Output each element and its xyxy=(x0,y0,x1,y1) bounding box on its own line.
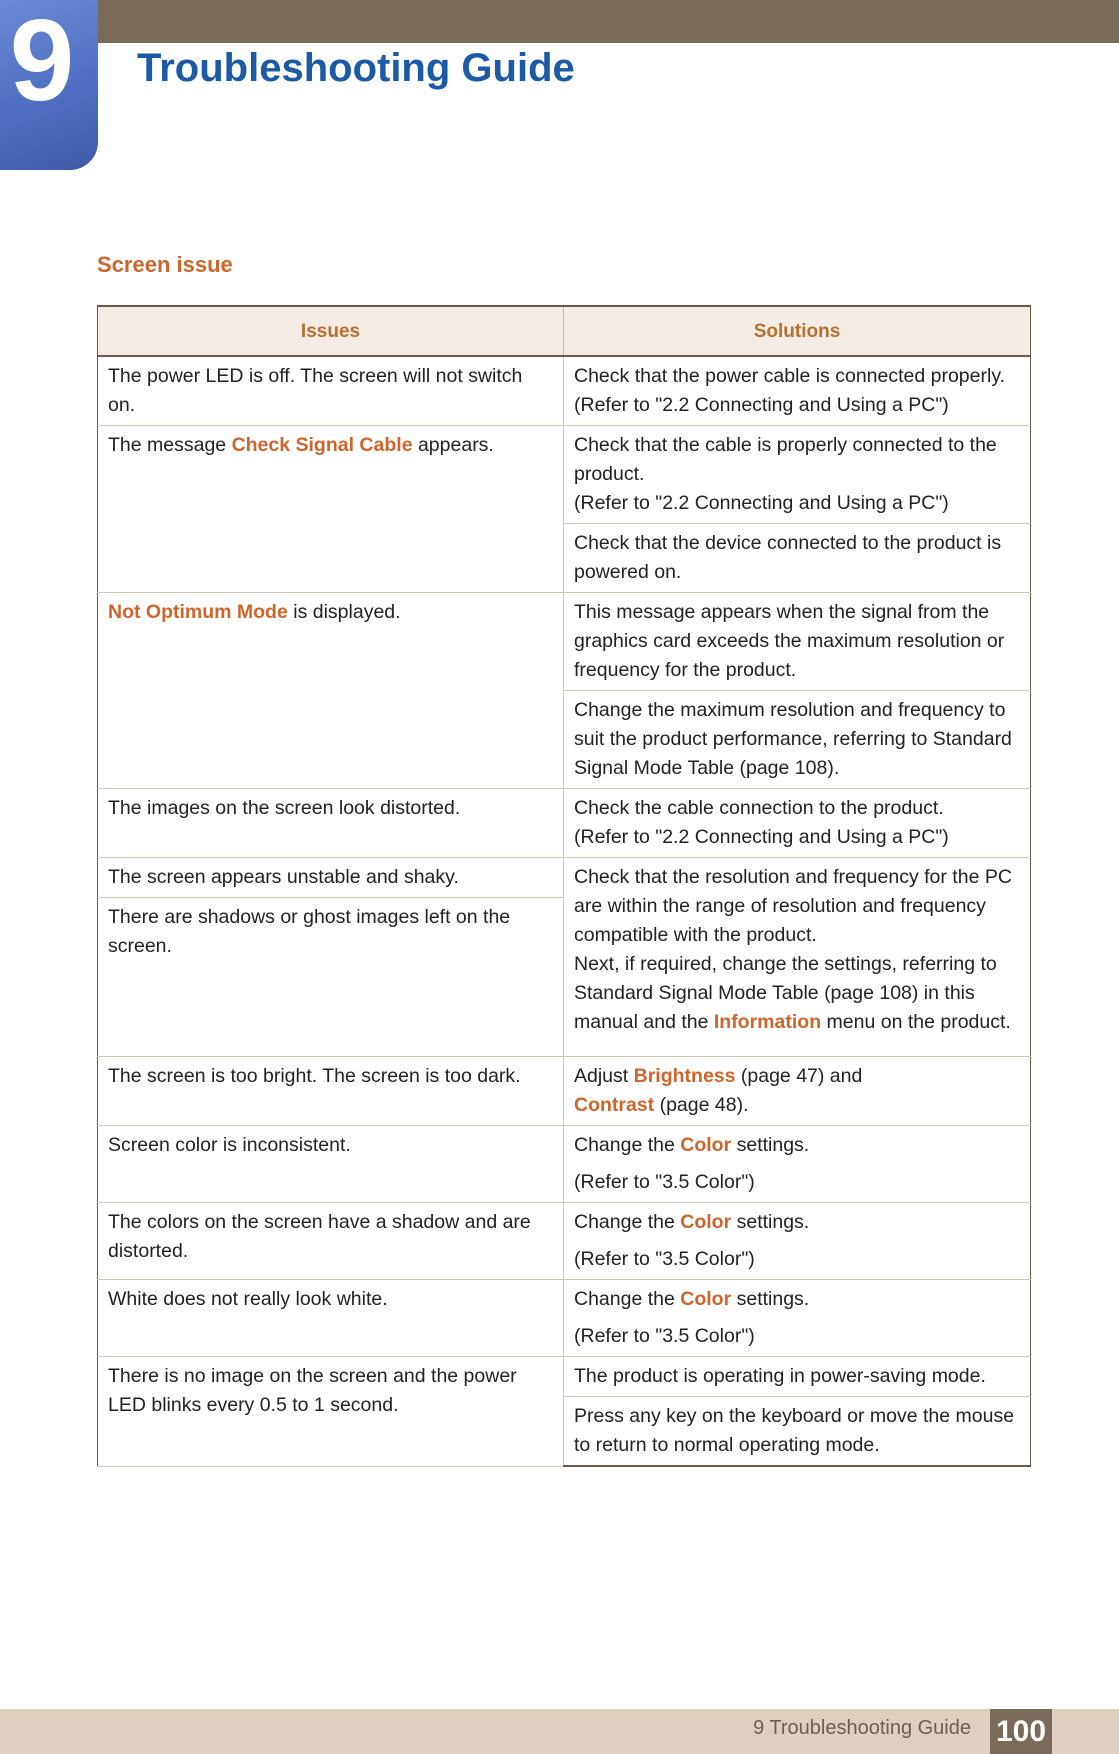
solution-cell xyxy=(564,789,1031,858)
highlight-term: Brightness xyxy=(633,1065,736,1087)
solution-line xyxy=(574,1208,1020,1237)
issue-text: appears. xyxy=(412,434,494,456)
issue-text: The images on the screen look distorted. xyxy=(108,797,461,819)
issue-cell xyxy=(98,356,564,426)
column-header-solutions: Solutions xyxy=(564,306,1031,356)
chapter-number: 9 xyxy=(9,0,75,125)
solution-text-2 xyxy=(574,950,1020,1037)
issue-cell xyxy=(98,1057,564,1126)
solution-text: This message appears when the signal from the graphics card exceeds the maximum resolution or frequency for the product. xyxy=(574,601,1005,681)
issue-cell xyxy=(98,898,564,1057)
issue-cell xyxy=(98,1280,564,1357)
solution-text: Check that the power cable is connected properly. xyxy=(574,365,1006,387)
solution-text: Change the xyxy=(574,1134,681,1156)
solution-text: (page 48). xyxy=(654,1094,749,1116)
issue-text: The message xyxy=(108,434,232,456)
chapter-tab xyxy=(0,0,98,170)
issue-text: There is no image on the screen and the power LED blinks every 0.5 to 1 second. xyxy=(108,1365,517,1416)
solution-text: settings. xyxy=(731,1288,810,1310)
solution-reference: (Refer to "3.5 Color") xyxy=(574,1325,755,1347)
issue-cell xyxy=(98,1203,564,1280)
table-header-row xyxy=(98,306,1031,356)
solution-reference: (Refer to "2.2 Connecting and Using a PC") xyxy=(574,394,949,416)
table-row xyxy=(98,1280,1031,1357)
solution-line xyxy=(574,1131,1020,1160)
solution-line xyxy=(574,1285,1020,1314)
solution-text: Change the xyxy=(574,1211,681,1233)
issue-text: Screen color is inconsistent. xyxy=(108,1134,351,1156)
solution-text: Next, if required, change the settings, referring to Standard Signal Mode Table (page 108) in this manual and the xyxy=(574,953,997,1033)
solution-text: Check that the resolution and frequency for the PC are within the range of resolution and frequency compatible with the product. xyxy=(574,866,1012,946)
solution-cell xyxy=(564,1397,1031,1467)
highlight-term: Color xyxy=(680,1134,732,1156)
chapter-title: Troubleshooting Guide xyxy=(137,46,575,90)
table-row xyxy=(98,356,1031,426)
issue-text: The screen is too bright. The screen is too dark. xyxy=(108,1065,521,1087)
solution-cell xyxy=(564,1126,1031,1203)
solution-cell xyxy=(564,858,1031,1057)
section-title: Screen issue xyxy=(97,252,233,277)
solution-reference: (Refer to "2.2 Connecting and Using a PC") xyxy=(574,492,949,514)
solution-text: settings. xyxy=(731,1211,810,1233)
table-row xyxy=(98,426,1031,524)
solution-text: Change the maximum resolution and frequency to suit the product performance, referring to Standard Signal Mode Table (page 108). xyxy=(574,699,1012,779)
solution-reference: (Refer to "3.5 Color") xyxy=(574,1248,755,1270)
solution-cell xyxy=(564,593,1031,691)
issue-cell xyxy=(98,426,564,593)
footer-chapter-label: 9 Troubleshooting Guide xyxy=(753,1717,971,1739)
solution-line xyxy=(574,1062,1020,1091)
highlight-term: Information xyxy=(713,1011,822,1033)
issue-cell xyxy=(98,593,564,789)
issue-cell xyxy=(98,1126,564,1203)
solution-cell xyxy=(564,356,1031,426)
issue-cell xyxy=(98,858,564,898)
highlight-term: Color xyxy=(680,1288,732,1310)
table-row xyxy=(98,858,1031,898)
solution-cell xyxy=(564,691,1031,789)
issue-text: is displayed. xyxy=(287,601,401,623)
table-row xyxy=(98,1126,1031,1203)
table-row xyxy=(98,593,1031,691)
issue-text: The colors on the screen have a shadow and are distorted. xyxy=(108,1211,531,1262)
issue-text: There are shadows or ghost images left on the screen. xyxy=(108,906,511,957)
page-number: 100 xyxy=(990,1709,1052,1754)
solution-cell xyxy=(564,524,1031,593)
solution-line xyxy=(574,1091,1020,1120)
solution-text: (page 47) and xyxy=(735,1065,863,1087)
issue-text: The screen appears unstable and shaky. xyxy=(108,866,459,888)
highlight-term: Check Signal Cable xyxy=(231,434,413,456)
solution-cell xyxy=(564,426,1031,524)
solution-cell xyxy=(564,1280,1031,1357)
solution-cell xyxy=(564,1057,1031,1126)
solution-reference: (Refer to "3.5 Color") xyxy=(574,1171,755,1193)
troubleshooting-table xyxy=(97,305,1031,1467)
solution-cell xyxy=(564,1357,1031,1397)
solution-text: Check that the cable is properly connected to the product. xyxy=(574,434,997,485)
table-row xyxy=(98,1203,1031,1280)
solution-text: menu on the product. xyxy=(821,1011,1011,1033)
solution-reference: (Refer to "2.2 Connecting and Using a PC") xyxy=(574,826,949,848)
solution-text: Adjust xyxy=(574,1065,634,1087)
solution-text: Check the cable connection to the product. xyxy=(574,797,944,819)
solution-text: Check that the device connected to the product is powered on. xyxy=(574,532,1002,583)
highlight-term: Color xyxy=(680,1211,732,1233)
table-row xyxy=(98,1057,1031,1126)
table-row xyxy=(98,1357,1031,1397)
issue-text: The power LED is off. The screen will not switch on. xyxy=(108,365,523,416)
issue-cell xyxy=(98,789,564,858)
solution-text: Change the xyxy=(574,1288,681,1310)
top-bar xyxy=(0,0,1119,43)
highlight-term: Not Optimum Mode xyxy=(108,601,288,623)
issue-cell xyxy=(98,1357,564,1467)
highlight-term: Contrast xyxy=(574,1094,655,1116)
solution-cell xyxy=(564,1203,1031,1280)
issue-text: White does not really look white. xyxy=(108,1288,388,1310)
solution-text: Press any key on the keyboard or move the mouse to return to normal operating mode. xyxy=(574,1405,1015,1456)
table-row xyxy=(98,789,1031,858)
solution-text: The product is operating in power-saving mode. xyxy=(574,1365,986,1387)
solution-text: settings. xyxy=(731,1134,810,1156)
column-header-issues: Issues xyxy=(98,306,564,356)
